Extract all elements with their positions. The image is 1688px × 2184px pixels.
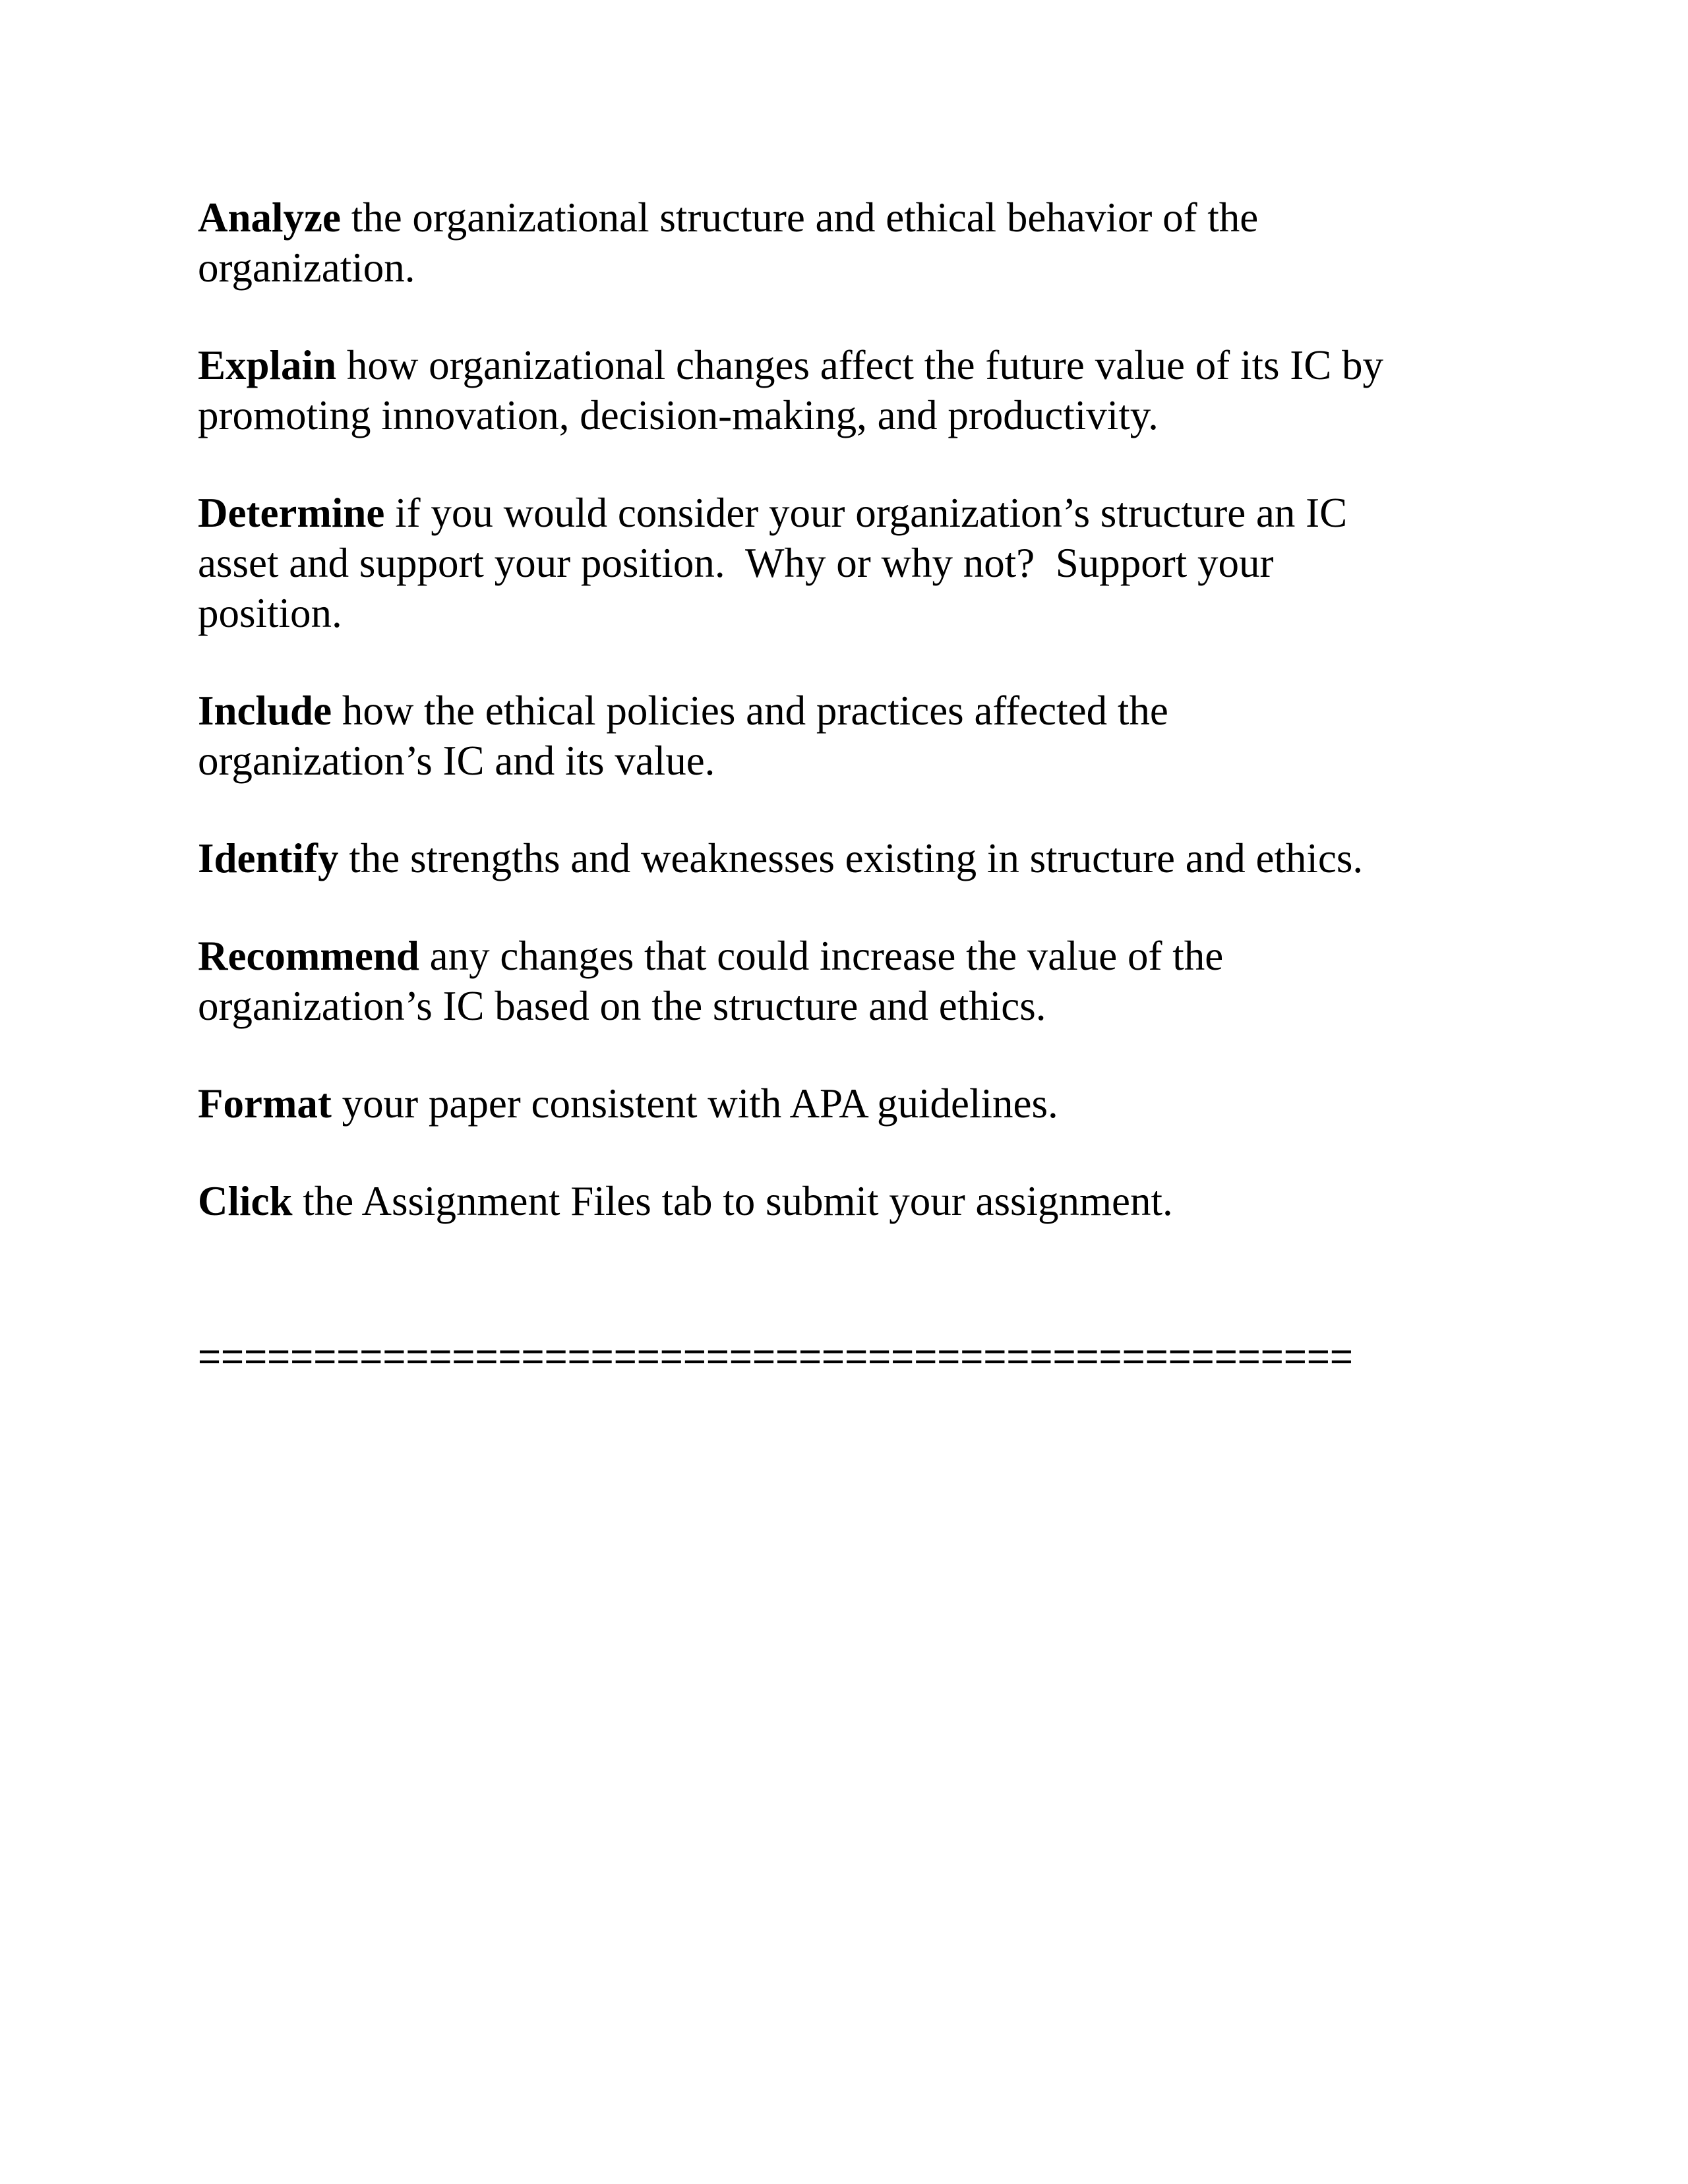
- keyword-format: Format: [198, 1080, 332, 1127]
- document-body: [198, 192, 1510, 1382]
- keyword-explain: Explain: [198, 342, 337, 388]
- paragraph-include: [198, 686, 1510, 786]
- keyword-recommend: Recommend: [198, 933, 419, 979]
- keyword-click: Click: [198, 1178, 293, 1224]
- paragraph-click: [198, 1176, 1510, 1226]
- paragraph-analyze: [198, 192, 1510, 293]
- paragraph-recommend: [198, 931, 1510, 1031]
- keyword-identify: Identify: [198, 835, 339, 881]
- paragraph-text: if you would consider your organization’s structure an IC: [384, 490, 1348, 536]
- paragraph-format: [198, 1078, 1510, 1129]
- keyword-analyze: Analyze: [198, 194, 341, 241]
- paragraph-text: the organizational structure and ethical behavior of the: [340, 194, 1259, 241]
- paragraph-text: organization’s IC and its value.: [198, 738, 715, 784]
- paragraph-identify: [198, 833, 1510, 883]
- paragraph-text: how the ethical policies and practices affected the: [332, 688, 1168, 734]
- paragraph-text: promoting innovation, decision-making, and productivity.: [198, 392, 1159, 438]
- keyword-determine: Determine: [198, 490, 385, 536]
- paragraph-text: any changes that could increase the value of the: [419, 933, 1224, 979]
- paragraph-determine: [198, 488, 1510, 638]
- separator-line: ==================================================: [198, 1334, 1353, 1378]
- paragraph-text: position.: [198, 590, 342, 636]
- paragraph-explain: [198, 340, 1510, 440]
- paragraph-text: organization.: [198, 245, 415, 291]
- keyword-include: Include: [198, 688, 332, 734]
- paragraph-text: organization’s IC based on the structure and ethics.: [198, 983, 1046, 1029]
- paragraph-text: the Assignment Files tab to submit your assignment.: [292, 1178, 1173, 1224]
- paragraph-text: your paper consistent with APA guidelines.: [331, 1080, 1058, 1127]
- paragraph-text: how organizational changes affect the future value of its IC by: [336, 342, 1383, 388]
- paragraph-text: asset and support your position. Why or why not? Support your: [198, 540, 1274, 586]
- paragraph-text: the strengths and weaknesses existing in structure and ethics.: [338, 835, 1364, 881]
